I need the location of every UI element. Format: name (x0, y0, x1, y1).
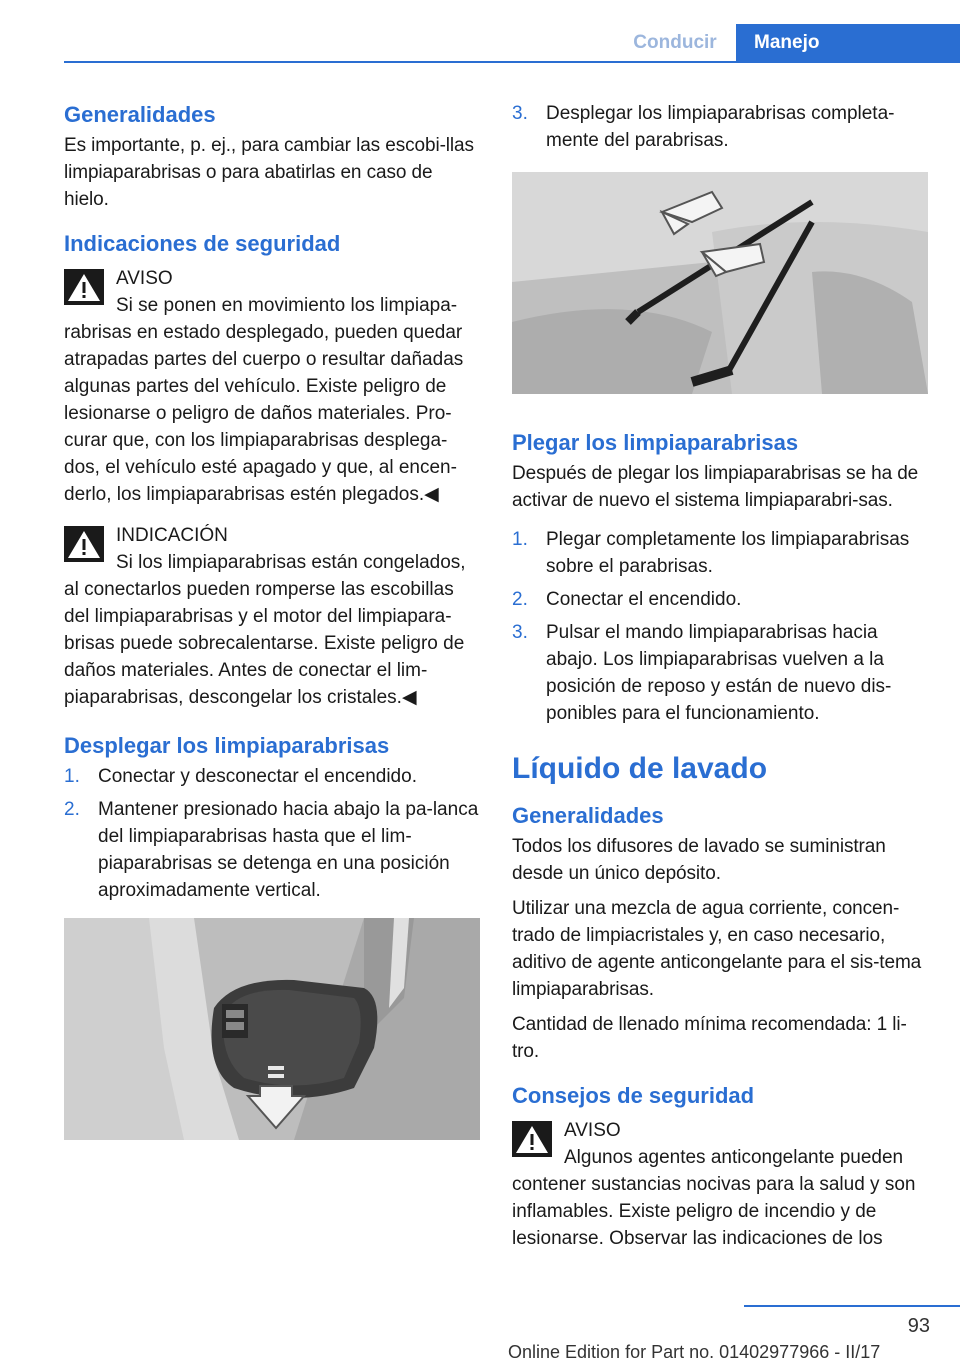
footer-rule (744, 1305, 960, 1307)
warning-triangle-icon (64, 269, 104, 305)
wiper-lever-illustration (64, 918, 480, 1140)
warning-title: INDICACIÓN (116, 525, 228, 546)
heading-desplegar: Desplegar los limpiaparabrisas (64, 733, 390, 758)
steps-desplegar-continued (512, 100, 930, 154)
step-text: Pulsar el mando limpiaparabrisas hacia abajo. Los limpiaparabrisas vuelven a la posición de reposo y están de nuevo dis-ponibles para el funcionamiento. (546, 622, 892, 724)
page-number: 93 (907, 1315, 930, 1337)
warning-text-first: Si los limpiaparabrisas están congelados, (116, 552, 466, 573)
header-rule (64, 61, 960, 63)
warning-text-rest: rabrisas en estado desplegado, pueden quedar atrapadas partes del cuerpo o resultar dañadas algunas partes del vehículo. Existe peligro de lesionarse o peligro de daños materiales. Pro-curar que, con los limpiaparabrisas desplega-dos, el vehículo esté apagado y que, al encen-derlo, los limpiaparabrisas estén plegados.◀ (64, 322, 464, 505)
list-item (512, 526, 930, 580)
warning-indicacion (64, 522, 482, 711)
heading-plegar: Plegar los limpiaparabrisas (512, 430, 799, 455)
step-number: 3. (512, 103, 528, 124)
wipers-deployed-illustration (512, 172, 928, 394)
step-text: Conectar y desconectar el encendido. (98, 766, 417, 787)
tab-manejo[interactable]: Manejo (736, 24, 960, 62)
step-number: 2. (64, 799, 80, 820)
step-number: 1. (64, 766, 80, 787)
warning-text-rest: contener sustancias nocivas para la salud y son inflamables. Existe peligro de incendio y de lesionarse. Observar las indicaciones de los (512, 1174, 916, 1249)
heading-generalidades: Generalidades (64, 102, 216, 127)
right-column (512, 100, 930, 1266)
left-column (64, 100, 482, 1174)
warning-triangle-icon (512, 1121, 552, 1157)
edition-footer: Online Edition for Part no. 01402977966 - II/17 (508, 1342, 881, 1362)
list-item (512, 586, 930, 613)
steps-plegar (512, 526, 930, 727)
figure-wiper-lever (64, 918, 480, 1140)
heading-liquido-lavado: Líquido de lavado (512, 752, 768, 785)
warning-text (64, 292, 482, 508)
warning-text-rest: al conectarlos pueden romperse las escobillas del limpiaparabrisas y el motor del limpiapara-brisas puede sobrecalentarse. Existe peligro de daños materiales. Antes de conectar el lim-piaparabrisas, descongelar los cristales.◀ (64, 579, 465, 708)
paragraph-difusores: Todos los difusores de lavado se suministran desde un único depósito. (512, 836, 886, 884)
heading-consejos-seguridad: Consejos de seguridad (512, 1083, 755, 1108)
paragraph-generalidades: Es importante, p. ej., para cambiar las escobi-llas limpiaparabrisas o para abatirlas en caso de hielo. (64, 135, 474, 210)
step-text: Plegar completamente los limpiaparabrisas sobre el parabrisas. (546, 529, 910, 577)
tab-conducir[interactable]: Conducir (633, 32, 717, 53)
step-text: Mantener presionado hacia abajo la pa-lanca del limpiaparabrisas hasta que el lim-piaparabrisas se detenga en una posición aproximadamente vertical. (98, 799, 479, 901)
list-item (512, 619, 930, 727)
step-number: 3. (512, 622, 528, 643)
warning-aviso (64, 265, 482, 508)
warning-title: AVISO (116, 268, 173, 289)
list-item (512, 100, 930, 154)
paragraph-cantidad: Cantidad de llenado mínima recomendada: 1 li-tro. (512, 1014, 907, 1062)
list-item (64, 796, 482, 904)
warning-aviso-anticongelante (512, 1117, 930, 1252)
figure-wipers-deployed (512, 172, 928, 394)
paragraph-mezcla: Utilizar una mezcla de agua corriente, concen-trado de limpiacristales y, en caso necesario, aditivo de agente anticongelante para el sis-tema limpiaparabrisas. (512, 898, 922, 1000)
warning-title: AVISO (564, 1120, 621, 1141)
warning-text (64, 549, 482, 711)
list-item (64, 763, 482, 790)
step-number: 2. (512, 589, 528, 610)
heading-indicaciones-seguridad: Indicaciones de seguridad (64, 231, 341, 256)
step-number: 1. (512, 529, 528, 550)
warning-text-first: Algunos agentes anticongelante pueden (564, 1147, 904, 1168)
steps-desplegar (64, 763, 482, 904)
step-text: Conectar el encendido. (546, 589, 742, 610)
warning-triangle-icon (64, 526, 104, 562)
step-text: Desplegar los limpiaparabrisas completa-mente del parabrisas. (546, 103, 895, 151)
warning-text-first: Si se ponen en movimiento los limpiapa- (116, 295, 458, 316)
paragraph-plegar: Después de plegar los limpiaparabrisas se ha de activar de nuevo el sistema limpiaparabri-sas. (512, 463, 919, 511)
heading-generalidades-liquido: Generalidades (512, 803, 664, 828)
warning-text (512, 1144, 930, 1252)
